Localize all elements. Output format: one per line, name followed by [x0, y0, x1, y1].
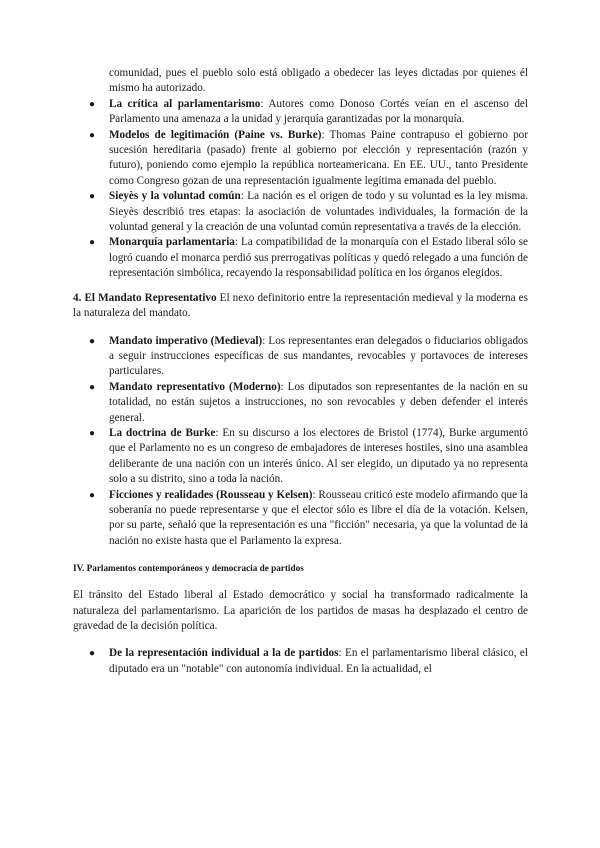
item-text: : La compatibilidad de la monarquía con el Estado liberal sólo se logró cuando el monarca perdió sus prerrogativas políticas y quedó relegado a una función de representación simbólica, recayendo la responsabilidad política en los órganos elegidos.: [109, 236, 528, 280]
bullet-icon: ●: [89, 237, 96, 249]
bullet-icon: ●: [89, 98, 96, 110]
item-term: La crítica al parlamentarismo: [109, 97, 261, 110]
list-item: [73, 646, 528, 677]
item-text: : Autores como Donoso Cortés veían en el ascenso del Parlamento una amenaza a la unidad y jerarquía garantizadas por la monarquía.: [109, 97, 528, 126]
bullet-list-parties: [73, 646, 528, 677]
bullet-icon: ●: [89, 427, 96, 439]
list-item: [73, 334, 528, 380]
bullet-list-legitimacy: [73, 97, 528, 282]
item-text: : En el parlamentarismo liberal clásico, el diputado era un "notable" con autonomía individual. En la actualidad, el: [109, 647, 529, 675]
list-item: [73, 426, 528, 488]
item-term: Mandato representativo (Moderno): [109, 380, 281, 393]
item-text: : Rousseau criticó este modelo afirmando que la soberanía no puede representarse y que el elector sólo es libre el día de la votación. Kelsen, por su parte, señaló que la representación es una "ficción" necesaria, ya que la voluntad de la nación no existe hasta que el Parlamento la expresa.: [109, 488, 529, 547]
bullet-icon: ●: [89, 129, 96, 141]
bullet-icon: ●: [89, 648, 96, 660]
item-text: : Los diputados son representantes de la nación en su totalidad, no están sujetos a instrucciones, no son revocables y deben defender el interés general.: [109, 380, 528, 424]
item-text: : La nación es el origen de todo y su voluntad es la ley misma. Sieyès describió tres etapas: la asociación de voluntades individuales, la formación de la voluntad general y la creación de una voluntad común representativa a través de la elección.: [109, 190, 528, 234]
item-term: Ficciones y realidades (Rousseau y Kelsen): [109, 488, 313, 501]
list-item: [73, 189, 528, 235]
continued-text: comunidad, pues el pueblo solo está obligado a obedecer las leyes dictadas por quienes él mismo ha autorizado.: [109, 67, 528, 95]
list-item: [73, 97, 528, 128]
section-iv-title: IV. Parlamentos contemporáneos y democracia de partidos: [73, 563, 304, 574]
section-4-paragraph: [73, 291, 528, 322]
bullet-icon: ●: [89, 191, 96, 203]
list-item: [73, 380, 528, 426]
section-4-heading: 4. El Mandato Representativo: [73, 291, 217, 304]
item-term: Mandato imperativo (Medieval): [109, 334, 263, 347]
section-iv-paragraph: El tránsito del Estado liberal al Estado democrático y social ha transformado radicalmente la naturaleza del parlamentarismo. La aparición de los partidos de masas ha desplazado el centro de gravedad de la decisión política.: [73, 589, 528, 632]
item-term: Monarquía parlamentaria: [109, 236, 235, 249]
list-item: [73, 488, 528, 550]
item-term: Sieyès y la voluntad común: [109, 190, 241, 203]
item-text: : Thomas Paine contrapuso el gobierno por sucesión hereditaria (pasado) frente al gobierno por elección y representación (razón y futuro), poniendo como ejemplo la república norteamericana. En EE. UU., tanto Presidente como Congreso gozan de una representación igualmente legítima emanada del pueblo.: [109, 128, 528, 187]
bullet-icon: ●: [89, 335, 96, 347]
bullet-icon: ●: [89, 381, 96, 393]
page-content: [73, 66, 528, 677]
section-4-text: El nexo definitorio entre la representación medieval y la moderna es la naturaleza del mandato.: [73, 291, 528, 320]
list-item: [73, 128, 528, 190]
item-text: : Los representantes eran delegados o fiduciarios obligados a seguir instrucciones específicas de sus mandantes, revocables y portavoces de intereses particulares.: [109, 334, 528, 378]
bullet-list-mandate: [73, 334, 528, 550]
list-item: [73, 235, 528, 281]
item-term: Modelos de legitimación (Paine vs. Burke): [109, 128, 322, 141]
bullet-icon: ●: [89, 489, 96, 501]
item-term: De la representación individual a la de partidos: [109, 647, 339, 660]
item-term: La doctrina de Burke: [109, 426, 216, 439]
item-text: : En su discurso a los electores de Bristol (1774), Burke argumentó que el Parlamento no es un congreso de embajadores de intereses hostiles, sino una asamblea deliberante de una nación con un interés único. Al ser elegido, un diputado ya no representa solo a su distrito, sino a toda la nación.: [109, 426, 528, 486]
